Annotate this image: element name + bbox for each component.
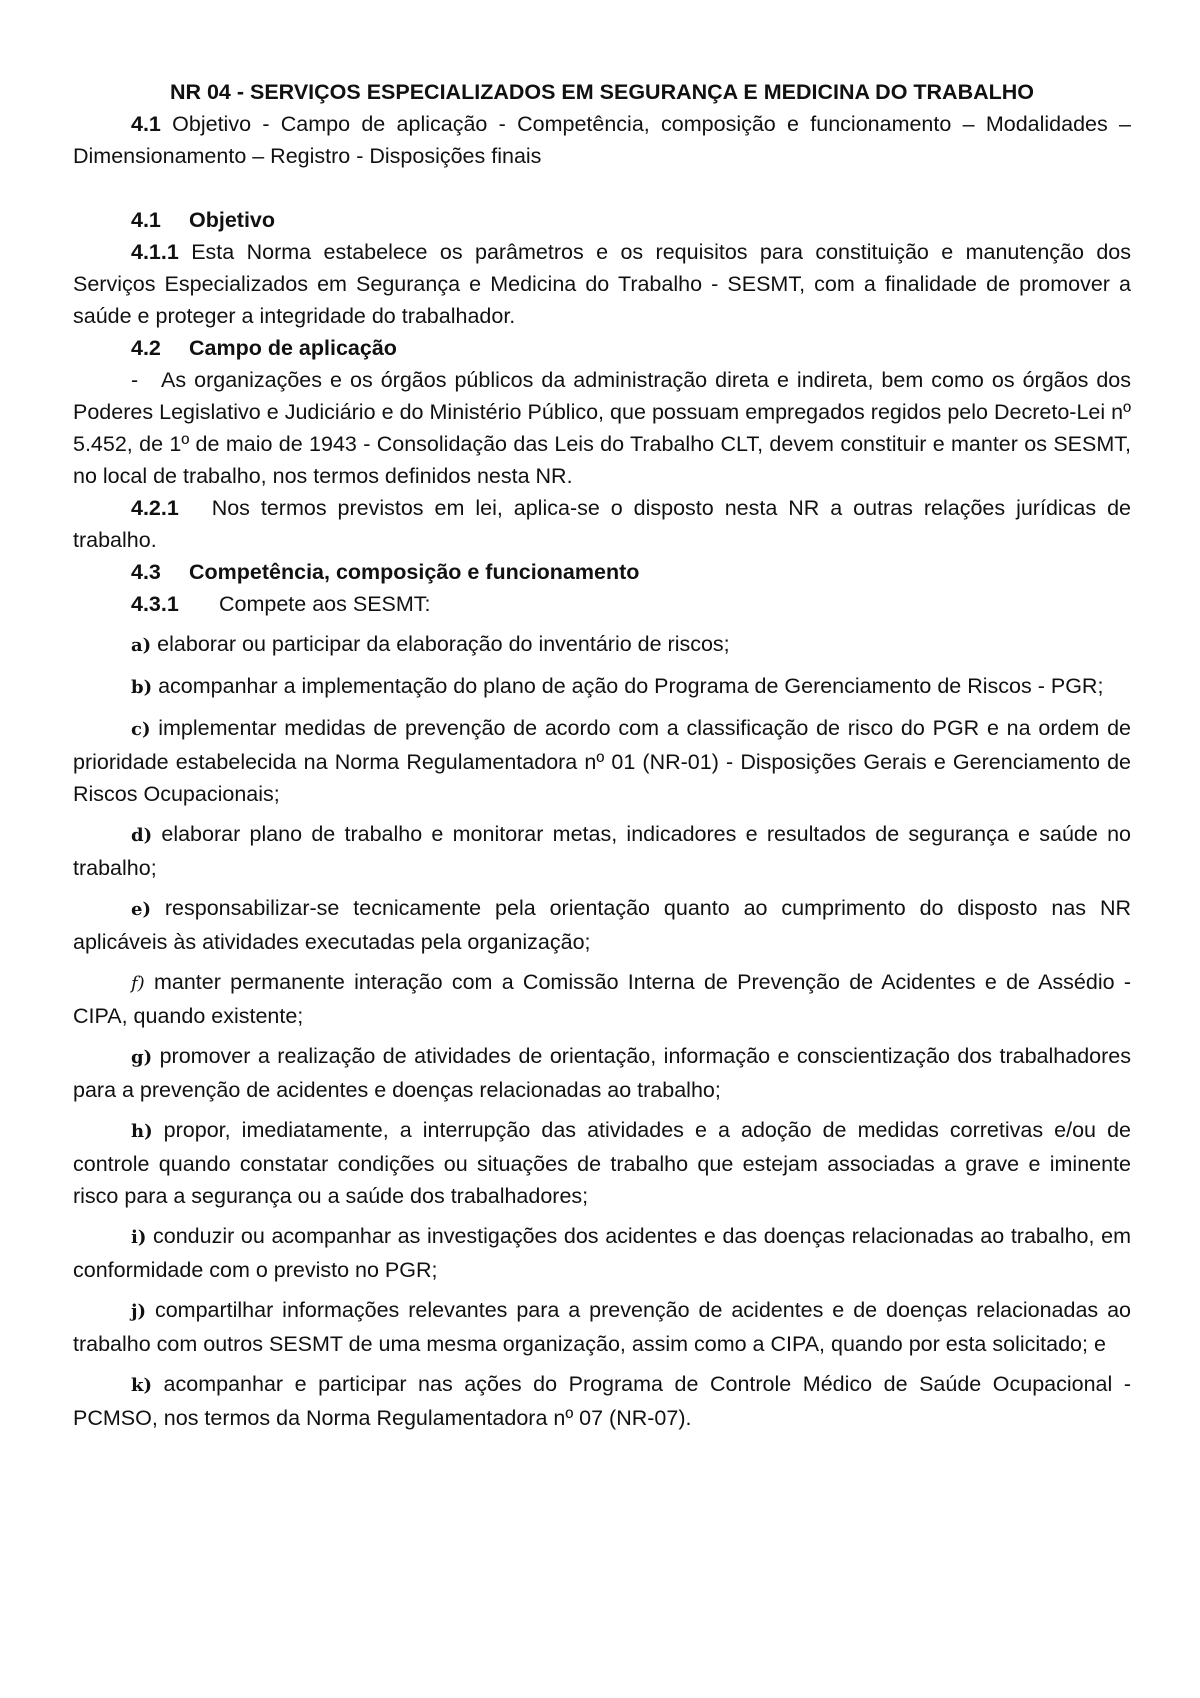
item-letter: f) [131, 973, 145, 994]
item-letter: d) [131, 825, 153, 846]
section-title: Objetivo [189, 208, 276, 232]
item-letter: b) [131, 677, 153, 698]
item-text: acompanhar a implementação do plano de ação do Programa de Gerenciamento de Riscos - PGR; [158, 674, 1104, 698]
clause-number: 4.3.1 [131, 592, 179, 616]
item-letter: k) [131, 1375, 152, 1396]
item-text: promover a realização de atividades de orientação, informação e conscientização dos trabalhadores para a prevenção de acidentes e doenças relacionadas ao trabalho; [73, 1044, 1131, 1102]
item-text: implementar medidas de prevenção de acordo com a classificação de risco do PGR e na ordem de prioridade estabelecida na Norma Regulamentadora nº 01 (NR-01) - Disposições Gerais e Gerenciamento de Riscos Ocupacionais; [73, 716, 1131, 806]
item-text: elaborar plano de trabalho e monitorar metas, indicadores e resultados de segurança e saúde no trabalho; [73, 822, 1131, 880]
list-item-j [73, 1294, 1131, 1360]
list-item-h [73, 1114, 1131, 1212]
list-item-i [73, 1220, 1131, 1286]
list-item-e [73, 892, 1131, 958]
item-letter: c) [131, 719, 151, 740]
item-text: propor, imediatamente, a interrupção das atividades e a adoção de medidas corretivas e/ou de controle quando constatar condições ou situações de trabalho que estejam associadas a grave e iminente risco para a segurança ou a saúde dos trabalhadores; [73, 1118, 1131, 1208]
item-text: responsabilizar-se tecnicamente pela orientação quanto ao cumprimento do disposto nas NR aplicáveis às atividades executadas pela organização; [73, 896, 1132, 954]
section-number: 4.2 [131, 336, 161, 360]
clause-4-2: - As organizações e os órgãos públicos da administração direta e indireta, bem como os órgãos dos Poderes Legislativo e Judiciário e do Ministério Público, que possuam empregados regidos pelo Decreto-Lei nº 5.452, de 1º de maio de 1943 - Consolidação das Leis do Trabalho CLT, devem constituir e manter os SESMT, no local de trabalho, nos termos definidos nesta NR. [73, 368, 1137, 488]
item-text: compartilhar informações relevantes para a prevenção de acidentes e de doenças relacionadas ao trabalho com outros SESMT de uma mesma organização, assim como a CIPA, quando por esta solicitado; e [73, 1298, 1131, 1356]
clause-text: Esta Norma estabelece os parâmetros e os requisitos para constituição e manutenção dos Serviços Especializados em Segurança e Medicina do Trabalho - SESMT, com a finalidade de promover a saúde e proteger a integridade do trabalhador. [73, 240, 1131, 328]
clause-number: 4.1.1 [131, 240, 179, 264]
document-title: NR 04 - SERVIÇOS ESPECIALIZADOS EM SEGURANÇA E MEDICINA DO TRABALHO [169, 80, 1035, 104]
section-number: 4.1 [131, 208, 161, 232]
item-text: elaborar ou participar da elaboração do inventário de riscos; [157, 632, 730, 656]
item-letter: i) [131, 1227, 147, 1248]
list-item-a [73, 628, 1131, 662]
item-text: conduzir ou acompanhar as investigações dos acidentes e das doenças relacionadas ao trabalho, em conformidade com o previsto no PGR; [73, 1224, 1131, 1282]
list-item-b [73, 670, 1131, 704]
list-item-f [73, 966, 1131, 1032]
clause-4-2-1 [73, 492, 1131, 556]
item-letter: h) [131, 1121, 153, 1142]
summary-paragraph [73, 108, 1131, 172]
clause-text: Compete aos SESMT: [219, 592, 431, 616]
item-text: manter permanente interação com a Comissão Interna de Prevenção de Acidentes e de Assédio - CIPA, quando existente; [73, 970, 1131, 1028]
section-heading-4-1 [73, 204, 1131, 236]
section-title: Competência, composição e funcionamento [189, 560, 640, 584]
item-letter: a) [131, 635, 152, 656]
item-letter: e) [131, 899, 151, 920]
clause-text: Nos termos previstos em lei, aplica-se o disposto nesta NR a outras relações jurídicas de trabalho. [73, 496, 1131, 552]
document-page [73, 76, 1137, 1442]
item-text: acompanhar e participar nas ações do Programa de Controle Médico de Saúde Ocupacional - PCMSO, nos termos da Norma Regulamentadora nº 07 (NR-07). [73, 1372, 1131, 1430]
section-heading-4-3 [73, 556, 1131, 588]
section-heading-4-2 [73, 332, 1131, 364]
clause-4-1-1 [73, 236, 1131, 332]
clause-number: 4.2.1 [131, 496, 179, 520]
summary-number: 4.1 [131, 112, 161, 136]
list-item-g [73, 1040, 1131, 1106]
item-letter: g) [131, 1047, 153, 1068]
clause-4-3-1 [73, 588, 1131, 620]
summary-text: Objetivo - Campo de aplicação - Competência, composição e funcionamento – Modalidades – Dimensionamento – Registro - Disposições finais [73, 112, 1131, 168]
list-item-k [73, 1368, 1131, 1434]
list-item-c [73, 712, 1131, 810]
section-number: 4.3 [131, 560, 161, 584]
list-item-d [73, 818, 1131, 884]
spacer [73, 172, 1131, 204]
item-letter: j) [131, 1301, 147, 1322]
section-title: Campo de aplicação [189, 336, 397, 360]
